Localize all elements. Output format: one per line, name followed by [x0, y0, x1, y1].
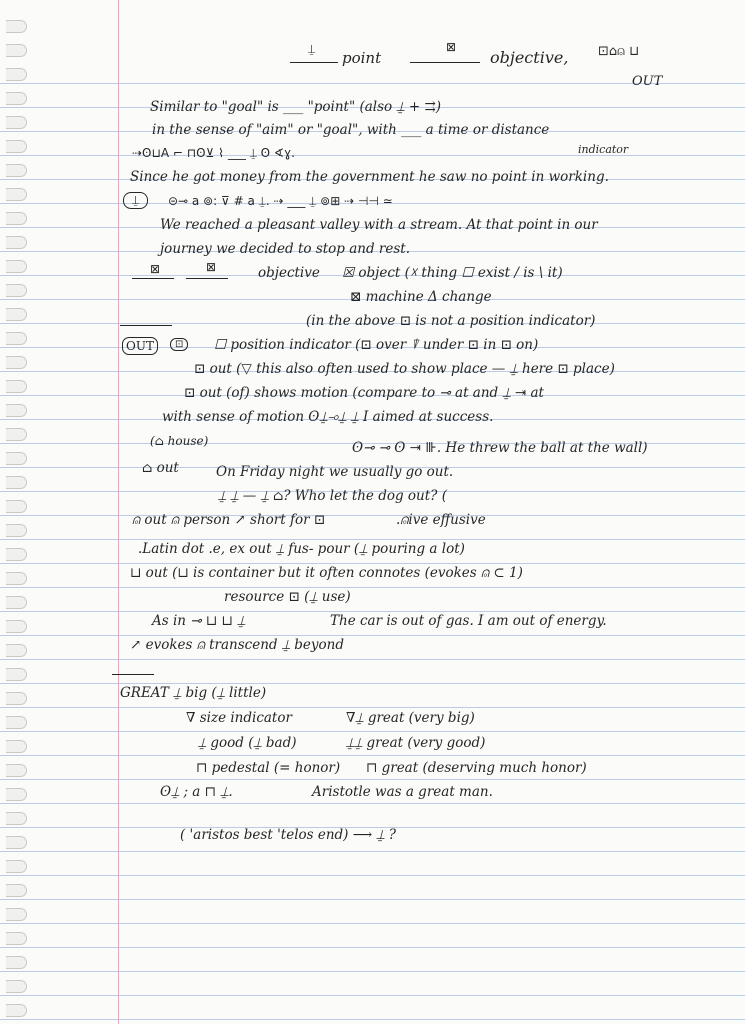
note-line: ⊓ great (deserving much honor) — [366, 760, 587, 776]
note-line: As in ⊸ ⊔ ⊔ ⍊ — [152, 613, 246, 629]
spiral-hole — [6, 788, 27, 801]
spiral-hole — [6, 716, 27, 729]
margin-line — [118, 0, 119, 1024]
spiral-hole — [6, 164, 27, 177]
spiral-hole — [6, 20, 27, 33]
note-line: ⍝ out ⍝ person ↗ short for ⊡ — [132, 512, 326, 528]
spiral-hole — [6, 356, 27, 369]
note-line: indicator — [578, 143, 629, 156]
header-blank-2 — [410, 62, 480, 63]
spiral-hole — [6, 260, 27, 273]
spiral-hole — [6, 764, 27, 777]
note-line: .⍝ive effusive — [396, 512, 486, 528]
spiral-hole — [6, 308, 27, 321]
note-line: ⊔ out (⊔ is container but it often connotes (evokes ⍝ ⊂ 1) — [130, 565, 523, 581]
note-line: ⊠ machine Δ change — [350, 289, 492, 305]
spiral-hole — [6, 572, 27, 585]
note-line: journey we decided to stop and rest. — [160, 241, 410, 257]
spiral-hole — [6, 836, 27, 849]
note-line: (⌂ house) — [150, 434, 209, 448]
note-line: ⊡ out (▽ this also often used to show place — ⍊ here ⊡ place) — [194, 361, 615, 377]
section-rule — [120, 325, 172, 326]
spiral-hole — [6, 596, 27, 609]
header-blank-1 — [290, 62, 338, 63]
spiral-hole — [6, 500, 27, 513]
header-glyph-3: ⊡⌂⍝ ⊔ — [598, 44, 640, 59]
spiral-hole — [6, 668, 27, 681]
note-line: with sense of motion ʘ⍊⊸⍊ ⍊ I aimed at success. — [162, 409, 494, 425]
spiral-hole — [6, 644, 27, 657]
note-line: We reached a pleasant valley with a stream. At that point in our — [160, 217, 598, 233]
spiral-hole — [6, 68, 27, 81]
header-glyph-2: ⊠ — [446, 40, 457, 54]
section-rule-2 — [112, 674, 154, 675]
note-line: ∇ size indicator — [186, 710, 292, 726]
spiral-hole — [6, 140, 27, 153]
spiral-hole — [6, 332, 27, 345]
note-line: ( 'aristos best 'telos end) ⟶ ⍊ ? — [180, 827, 397, 843]
spiral-hole — [6, 380, 27, 393]
note-line: GREAT ⍊ big (⍊ little) — [120, 685, 267, 701]
spiral-hole — [6, 812, 27, 825]
note-line: Since he got money from the government he saw no point in working. — [130, 169, 609, 185]
spiral-hole — [6, 188, 27, 201]
spiral-hole — [6, 92, 27, 105]
objective-glyph-2: ⊠ — [206, 260, 217, 274]
note-line: ⊡ out (of) shows motion (compare to ⊸ at and ⍊ ⇥ at — [184, 385, 544, 401]
note-line: ☒ object (☓ thing ☐ exist / is \ it) — [342, 265, 563, 281]
spiral-hole — [6, 932, 27, 945]
spiral-holes — [0, 0, 40, 1024]
spiral-hole — [6, 884, 27, 897]
spiral-hole — [6, 476, 27, 489]
note-line: The car is out of gas. I am out of energy. — [330, 613, 607, 629]
spiral-hole — [6, 980, 27, 993]
header-point: point — [342, 49, 382, 67]
note-line: objective — [258, 265, 320, 281]
spiral-hole — [6, 236, 27, 249]
note-line: Similar to "goal" is ___ "point" (also ⍊ + ⇉) — [150, 99, 442, 115]
top-margin — [0, 0, 745, 80]
boxed-glyph: ⍊ — [123, 192, 148, 209]
spiral-hole — [6, 116, 27, 129]
note-line: ⍊ good (⍊ bad) — [198, 735, 297, 751]
spiral-hole — [6, 212, 27, 225]
note-line: ☐ position indicator (⊡ over ⍒ under ⊡ in ⊡ on) — [214, 337, 539, 353]
note-line: ⍊⍊ great (very good) — [346, 735, 486, 751]
spiral-hole — [6, 908, 27, 921]
objective-blank-2 — [186, 278, 228, 279]
spiral-hole — [6, 404, 27, 417]
note-line: ⇢ʘ⊔A ⌐ ⊓ʘ⊻ ⌇ ___ ⍊ ʘ ∢ɣ. — [132, 146, 295, 160]
header-glyph-1: ⍊ — [308, 42, 316, 56]
out-label: OUT — [122, 337, 158, 355]
spiral-hole — [6, 1004, 27, 1017]
header-out: OUT — [632, 74, 663, 89]
note-line: ↗ evokes ⍝ transcend ⍊ beyond — [130, 637, 344, 653]
note-line: ⊝⊸ a ⊚: ⊽ # a ⍊. ⇢ ___ ⍊ ⊚⊞ ⇢ ⊣⊣ ≃ — [168, 194, 393, 208]
note-line: ⊓ pedestal (= honor) — [196, 760, 341, 776]
note-line: ∇⍊ great (very big) — [346, 710, 475, 726]
note-line: resource ⊡ (⍊ use) — [224, 589, 351, 605]
note-line: in the sense of "aim" or "goal", with ___ a time or distance — [152, 122, 550, 138]
spiral-hole — [6, 44, 27, 57]
note-line: ʘ⊸ ⊸ ʘ ⇥ ⊪. He threw the ball at the wall) — [352, 440, 648, 456]
spiral-hole — [6, 860, 27, 873]
spiral-hole — [6, 620, 27, 633]
header-objective: objective, — [490, 48, 569, 67]
objective-blank-1 — [132, 278, 174, 279]
spiral-hole — [6, 548, 27, 561]
note-line: ⌂ out — [142, 460, 179, 476]
spiral-hole — [6, 452, 27, 465]
note-line: (in the above ⊡ is not a position indicator) — [306, 313, 596, 329]
note-line: ⍊ ⍊ — ⍊ ⌂? Who let the dog out? ( — [218, 488, 447, 504]
objective-glyph-1: ⊠ — [150, 262, 161, 276]
note-line: Aristotle was a great man. — [312, 784, 493, 800]
boxed-glyph-2: ⊡ — [170, 338, 188, 351]
spiral-hole — [6, 740, 27, 753]
spiral-hole — [6, 428, 27, 441]
spiral-hole — [6, 524, 27, 537]
note-line: ʘ⍊ ; a ⊓ ⍊. — [160, 784, 233, 800]
spiral-hole — [6, 284, 27, 297]
spiral-hole — [6, 956, 27, 969]
note-line: .Latin dot .e, ex out ⍊ fus- pour (⍊ pouring a lot) — [138, 541, 465, 557]
spiral-hole — [6, 692, 27, 705]
note-line: On Friday night we usually go out. — [216, 464, 454, 480]
